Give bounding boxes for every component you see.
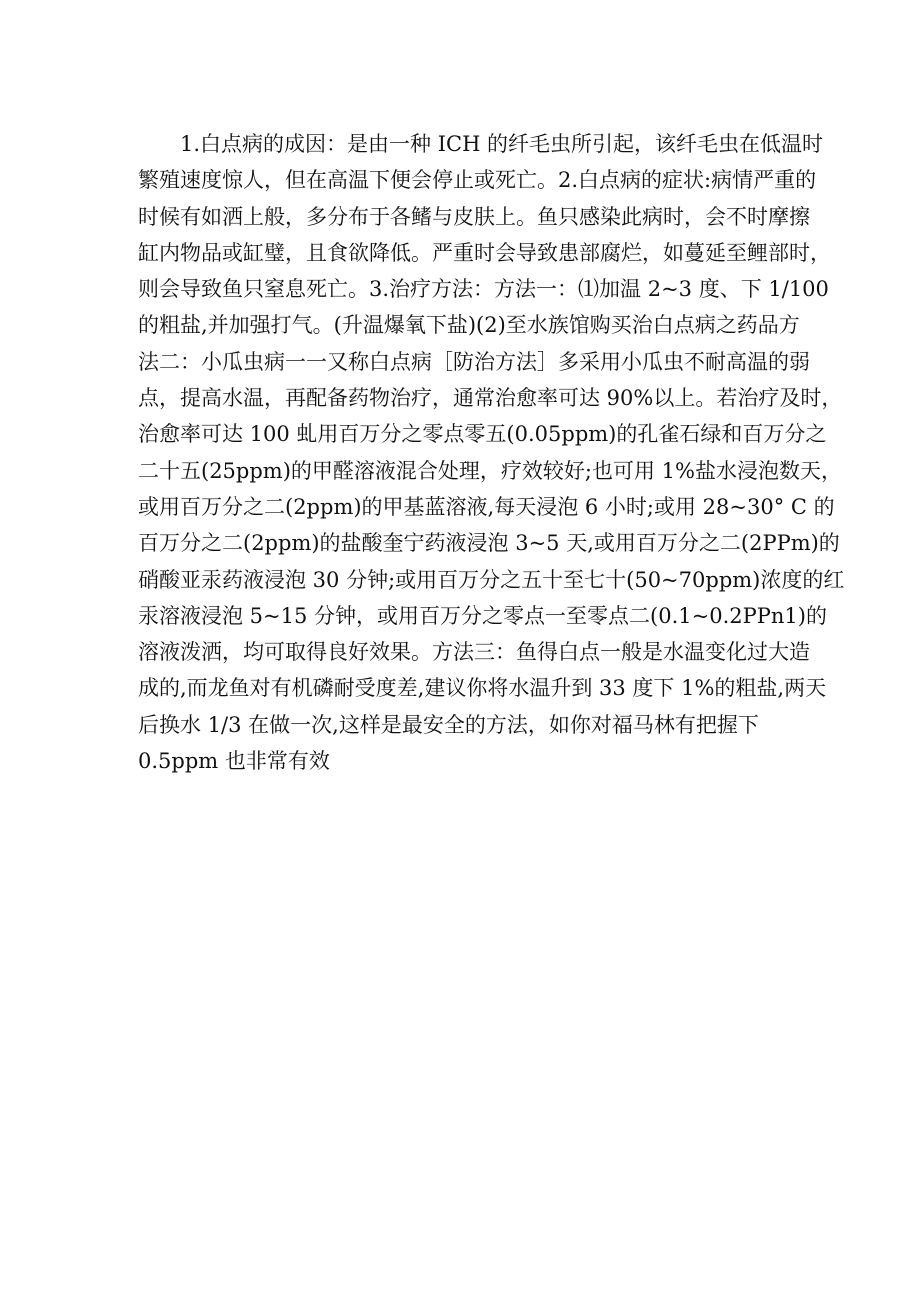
text-line: 则会导致鱼只窒息死亡。3.治疗方法：方法一：⑴加温 2~3 度、下 1/100 [138,277,829,302]
text-line: 繁殖速度惊人，但在高温下便会停止或死亡。2.白点病的症状:病情严重的 [138,168,817,193]
text-line: 0.5ppm 也非常有效 [138,749,330,774]
text-line: 二十五(25ppm)的甲醛溶液混合处理，疗效较好;也可用 1%盐水浸泡数天， [138,458,842,483]
text-line: 缸内物品或缸璧，且食欲降低。严重时会导致患部腐烂，如蔓延至鲤部时， [138,240,831,265]
text-line: 点，提高水温，再配备药物治疗，通常治愈率可达 90%以上。若治疗及时， [138,386,843,411]
text-line: 汞溶液浸泡 5~15 分钟，或用百万分之零点一至零点二(0.1~0.2PPn1)的 [138,603,827,628]
text-line: 后换水 1/3 在做一次,这样是最安全的方法，如你对福马林有把握下 [138,712,759,737]
text-line: 成的,而龙鱼对有机磷耐受度差,建议你将水温升到 33 度下 1%的粗盐,两天 [138,676,827,701]
text-line: 或用百万分之二(2ppm)的甲基蓝溶液,每天浸泡 6 小时;或用 28~30° C 的 [138,494,835,519]
text-line: 溶液泼洒，均可取得良好效果。方法三：鱼得白点一般是水温变化过大造 [138,640,810,665]
text-line: 1.白点病的成因：是由一种 ICH 的纤毛虫所引起，该纤毛虫在低温时 [180,132,824,156]
body-paragraph [138,126,845,779]
text-line: 的粗盐,并加强打气。(升温爆氧下盐)(2)至水族馆购买治白点病之药品方 [138,313,800,338]
text-line: 百万分之二(2ppm)的盐酸奎宁药液浸泡 3~5 天,或用百万分之二(2PPm)的 [138,531,840,556]
text-line: 治愈率可达 100 虬用百万分之零点零五(0.05ppm)的孔雀石绿和百万分之 [138,422,827,447]
text-line: 法二：小瓜虫病一一又称白点病［防治方法］多采用小瓜虫不耐高温的弱 [138,349,810,374]
text-line: 硝酸亚汞药液浸泡 30 分钟;或用百万分之五十至七十(50~70ppm)浓度的红 [138,567,845,592]
text-line: 时候有如洒上般，多分布于各鳍与皮肤上。鱼只感染此病时，会不时摩擦 [138,204,810,229]
